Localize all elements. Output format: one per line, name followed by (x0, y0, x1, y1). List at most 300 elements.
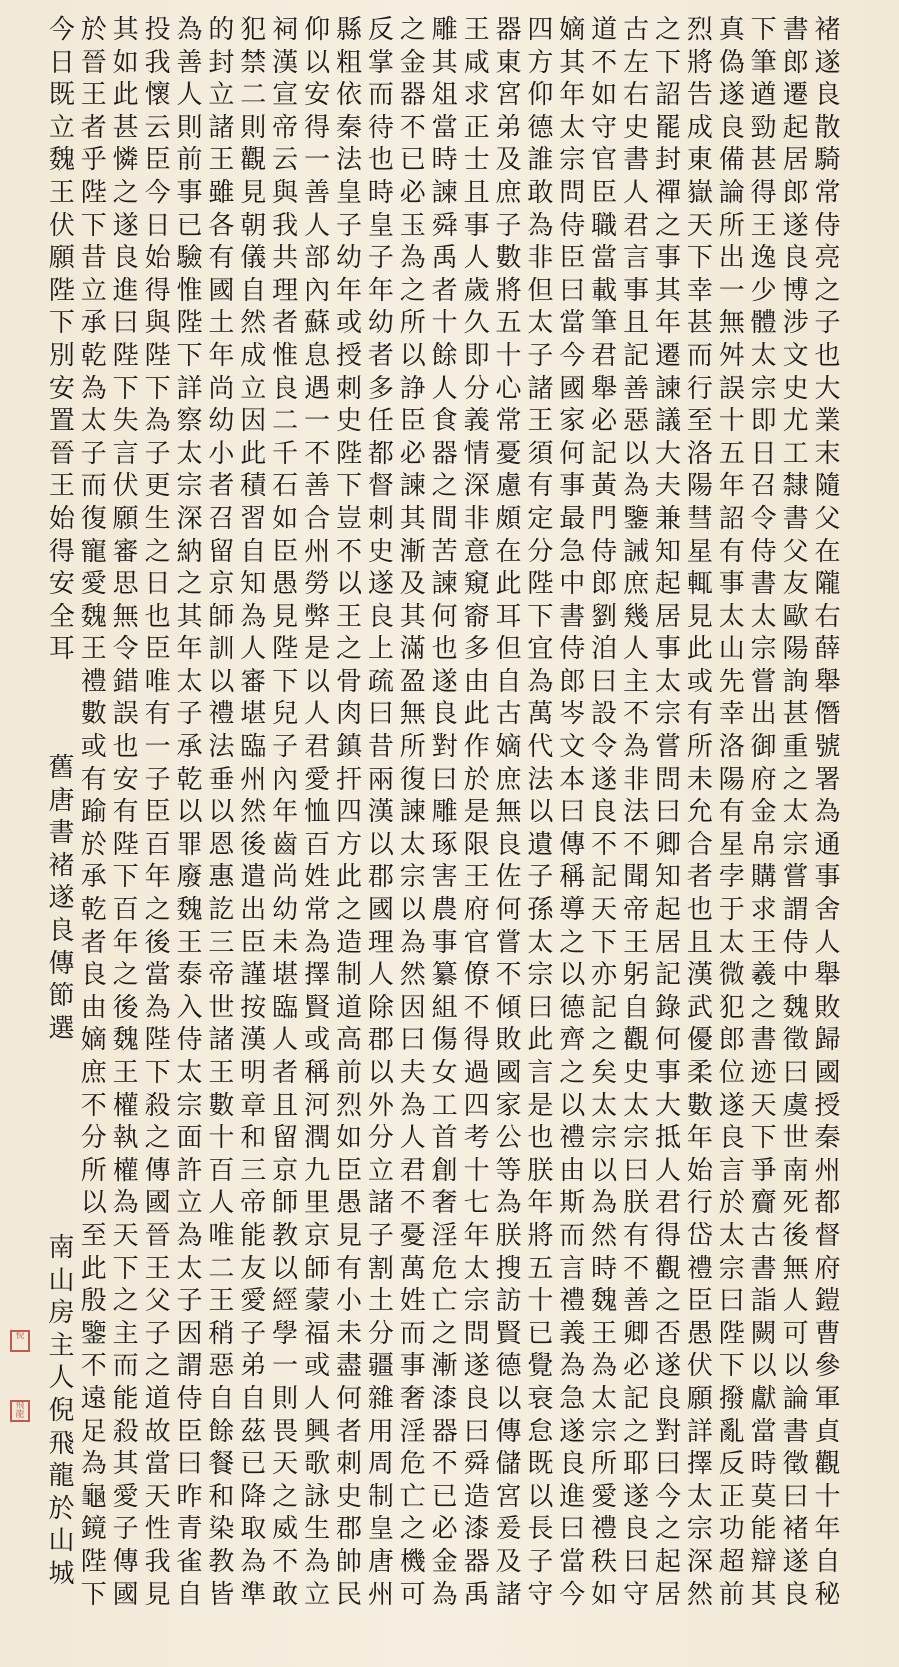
character: 限 (463, 829, 490, 860)
character: 詢 (782, 666, 809, 697)
character: 遂 (814, 47, 841, 78)
character: 有 (208, 243, 235, 274)
character: 太 (176, 1058, 203, 1088)
character: 宗 (654, 699, 681, 730)
character: 曰 (591, 666, 618, 697)
character: 子 (527, 862, 554, 893)
character: 者 (272, 1058, 299, 1088)
character: 前 (335, 1058, 362, 1088)
character: 禮 (80, 666, 107, 697)
character: 日 (144, 569, 171, 600)
character: 為 (591, 1188, 618, 1219)
character: 帝 (240, 1188, 267, 1219)
character: 深 (686, 1546, 713, 1577)
character: 之 (112, 960, 139, 991)
character: 所 (686, 732, 713, 763)
character: 諸 (208, 112, 235, 143)
character: 獻 (750, 1383, 777, 1414)
character: 昔 (367, 732, 394, 763)
character: 書 (750, 1253, 777, 1284)
character: 訖 (208, 895, 235, 926)
character: 以 (399, 340, 426, 371)
character: 陽 (782, 634, 809, 665)
character: 抵 (654, 1123, 681, 1154)
character: 大 (814, 373, 841, 404)
character: 時 (367, 177, 394, 208)
character: 觀 (240, 145, 267, 176)
character: 也 (527, 1123, 554, 1154)
character: 分 (80, 1123, 107, 1154)
character: 下 (718, 1351, 745, 1382)
character: 不 (591, 829, 618, 860)
character: 錯 (112, 666, 139, 697)
character: 幼 (335, 243, 362, 274)
character: 朕 (527, 1155, 554, 1186)
character: 云 (272, 145, 299, 176)
text-column (749, 14, 778, 1611)
character: 已 (176, 210, 203, 241)
character: 分 (367, 1123, 394, 1154)
character: 王 (335, 601, 362, 632)
character: 龍 (48, 1461, 75, 1492)
character: 造 (463, 1481, 490, 1512)
character: 遂 (48, 883, 75, 914)
character: 周 (367, 1449, 394, 1480)
character: 出 (750, 699, 777, 730)
character: 至 (686, 406, 713, 437)
character: 良 (782, 1579, 809, 1610)
character: 秩 (591, 1546, 618, 1577)
character: 子 (176, 1286, 203, 1317)
character: 其 (176, 601, 203, 632)
character: 史 (335, 406, 362, 437)
character: 宗 (176, 471, 203, 502)
character: 諸 (208, 1025, 235, 1056)
character: 願 (112, 503, 139, 534)
character: 與 (144, 308, 171, 339)
character: 以 (623, 438, 650, 469)
character: 以 (782, 1351, 809, 1382)
character: 納 (176, 536, 203, 567)
character: 禹 (431, 243, 458, 274)
character: 一 (272, 1351, 299, 1382)
character: 岑 (559, 699, 586, 730)
character: 公 (495, 1123, 522, 1154)
character: 憂 (399, 1220, 426, 1251)
character: 愛 (304, 764, 331, 795)
character: 宗 (686, 1514, 713, 1545)
character: 五 (495, 308, 522, 339)
character: 百 (304, 829, 331, 860)
character: 庶 (495, 764, 522, 795)
character: 性 (144, 1514, 171, 1545)
character: 君 (654, 1188, 681, 1219)
character: 漢 (686, 960, 713, 991)
character: 郡 (367, 862, 394, 893)
character: 纂 (431, 960, 458, 991)
character: 嫡 (559, 15, 586, 45)
character: 我 (272, 210, 299, 241)
character: 對 (654, 1416, 681, 1447)
character: 士 (463, 145, 490, 176)
text-column (781, 14, 810, 1611)
character: 得 (48, 536, 75, 567)
text-column (175, 14, 204, 1611)
character: 等 (495, 1155, 522, 1186)
character: 業 (814, 406, 841, 437)
character: 非 (463, 503, 490, 534)
character: 兒 (272, 699, 299, 730)
character: 奢 (431, 1188, 458, 1219)
character: 為 (112, 1188, 139, 1219)
character: 正 (718, 1481, 745, 1512)
character: 之 (782, 764, 809, 795)
character: 曰 (176, 1449, 203, 1480)
character: 創 (431, 1155, 458, 1186)
character: 辯 (750, 1546, 777, 1577)
character: 書 (750, 1025, 777, 1056)
character: 三 (208, 927, 235, 958)
character: 首 (431, 1123, 458, 1154)
character: 徵 (782, 1449, 809, 1480)
character: 太 (463, 1253, 490, 1284)
character: 見 (686, 601, 713, 632)
character: 王 (463, 15, 490, 45)
character: 良 (463, 1383, 490, 1414)
character: 帥 (335, 1546, 362, 1577)
character: 事 (654, 1058, 681, 1088)
character: 之 (591, 1025, 618, 1056)
character: 制 (367, 1481, 394, 1512)
character: 謂 (782, 895, 809, 926)
character: 我 (144, 47, 171, 78)
character: 儲 (495, 1449, 522, 1480)
character: 記 (591, 992, 618, 1023)
character: 甚 (112, 112, 139, 143)
character: 云 (144, 112, 171, 143)
character: 日 (750, 438, 777, 469)
character: 定 (527, 503, 554, 534)
character: 經 (272, 1286, 299, 1317)
character: 於 (463, 764, 490, 795)
character: 盡 (335, 1351, 362, 1382)
character: 夫 (399, 1058, 426, 1088)
character: 共 (272, 243, 299, 274)
character: 為 (176, 1220, 203, 1251)
character: 子 (527, 340, 554, 371)
character: 能 (112, 1383, 139, 1414)
character: 間 (431, 503, 458, 534)
character: 其 (112, 1449, 139, 1480)
character: 年 (367, 275, 394, 306)
character: 以 (399, 895, 426, 926)
character: 人 (176, 80, 203, 111)
character: 子 (80, 438, 107, 469)
character: 之 (399, 15, 426, 45)
character: 太 (654, 666, 681, 697)
character: 子 (814, 308, 841, 339)
character: 敢 (527, 177, 554, 208)
character: 令 (591, 732, 618, 763)
character: 臣 (591, 177, 618, 208)
character: 逸 (750, 243, 777, 274)
character: 雖 (208, 177, 235, 208)
character: 齊 (559, 1025, 586, 1056)
character: 願 (48, 243, 75, 274)
character: 為 (399, 927, 426, 958)
character: 金 (750, 797, 777, 828)
character: 宗 (750, 634, 777, 665)
character: 下 (80, 1579, 107, 1610)
character: 守 (527, 1579, 554, 1610)
character: 染 (208, 1514, 235, 1545)
character: 已 (399, 145, 426, 176)
character: 願 (686, 1383, 713, 1414)
character: 末 (814, 438, 841, 469)
character: 置 (48, 406, 75, 437)
character: 立 (367, 1155, 394, 1186)
character: 古 (623, 15, 650, 45)
character: 烈 (686, 15, 713, 45)
character: 諸 (367, 1188, 394, 1219)
character: 衰 (527, 1383, 554, 1414)
character: 意 (463, 536, 490, 567)
character: 得 (750, 177, 777, 208)
character: 侍 (814, 210, 841, 241)
character: 甚 (750, 145, 777, 176)
character: 儀 (240, 243, 267, 274)
character: 主 (112, 1318, 139, 1349)
character: 可 (782, 1318, 809, 1349)
character: 始 (48, 503, 75, 534)
character: 由 (80, 992, 107, 1023)
character: 遒 (750, 80, 777, 111)
character: 居 (654, 1579, 681, 1610)
character: 之 (144, 895, 171, 926)
character: 思 (112, 569, 139, 600)
character: 斯 (559, 1188, 586, 1219)
character: 無 (112, 601, 139, 632)
character: 深 (176, 503, 203, 534)
character: 刺 (335, 373, 362, 404)
text-column (526, 14, 555, 1611)
character: 遷 (782, 80, 809, 111)
character: 太 (559, 112, 586, 143)
character: 隨 (814, 471, 841, 502)
character: 河 (304, 1090, 331, 1121)
character: 曰 (112, 308, 139, 339)
character: 曰 (559, 275, 586, 306)
character: 也 (144, 601, 171, 632)
character: 久 (463, 308, 490, 339)
character: 人 (304, 699, 331, 730)
character: 年 (112, 927, 139, 958)
character: 因 (399, 992, 426, 1023)
character: 已 (240, 1449, 267, 1480)
character: 晉 (48, 438, 75, 469)
character: 散 (814, 112, 841, 143)
character: 陛 (718, 1318, 745, 1349)
character: 惠 (208, 862, 235, 893)
character: 遂 (654, 1351, 681, 1382)
character: 王 (48, 471, 75, 502)
character: 五 (527, 1253, 554, 1284)
character: 昨 (176, 1481, 203, 1512)
character: 人 (304, 210, 331, 241)
character: 降 (240, 1481, 267, 1512)
character: 秦 (814, 1123, 841, 1154)
character: 父 (782, 536, 809, 567)
character: 在 (495, 536, 522, 567)
character: 侍 (782, 927, 809, 958)
character: 漢 (272, 47, 299, 78)
character: 頗 (495, 503, 522, 534)
character: 在 (814, 536, 841, 567)
character: 遂 (112, 210, 139, 241)
character: 觀 (814, 1449, 841, 1480)
character: 督 (814, 1220, 841, 1251)
character: 得 (304, 112, 331, 143)
character: 陛 (144, 1025, 171, 1056)
character: 復 (80, 503, 107, 534)
character: 盈 (399, 666, 426, 697)
character: 為 (495, 1188, 522, 1219)
character: 為 (80, 1449, 107, 1480)
character: 國 (367, 895, 394, 926)
text-column (207, 14, 236, 1611)
character: 求 (463, 80, 490, 111)
character: 州 (240, 764, 267, 795)
character: 德 (527, 112, 554, 143)
character: 唯 (208, 1220, 235, 1251)
character: 曰 (782, 1481, 809, 1512)
character: 言 (112, 438, 139, 469)
character: 起 (654, 895, 681, 926)
character: 闕 (750, 1318, 777, 1349)
character: 百 (208, 1155, 235, 1186)
character: 有 (686, 699, 713, 730)
character: 日 (48, 47, 75, 78)
character: 侍 (559, 634, 586, 665)
character: 部 (304, 243, 331, 274)
character: 農 (431, 895, 458, 926)
character: 金 (399, 47, 426, 78)
character: 外 (367, 1090, 394, 1121)
character: 除 (367, 992, 394, 1023)
character: 自 (240, 1383, 267, 1414)
character: 問 (654, 764, 681, 795)
text-column (590, 14, 619, 1611)
character: 其 (399, 601, 426, 632)
character: 誡 (623, 536, 650, 567)
character: 太 (527, 927, 554, 958)
character: 理 (272, 275, 299, 306)
character: 太 (176, 666, 203, 697)
character: 義 (463, 406, 490, 437)
character: 令 (750, 503, 777, 534)
character: 見 (240, 177, 267, 208)
character: 時 (431, 145, 458, 176)
character: 當 (559, 1546, 586, 1577)
character: 國 (814, 1058, 841, 1088)
character: 起 (654, 1546, 681, 1577)
character: 機 (399, 1546, 426, 1577)
character: 問 (559, 177, 586, 208)
character: 封 (208, 47, 235, 78)
text-column (558, 14, 587, 1611)
character: 義 (559, 1318, 586, 1349)
character: 貞 (814, 1416, 841, 1447)
character: 幸 (686, 275, 713, 306)
character: 既 (48, 80, 75, 111)
character: 有 (623, 1220, 650, 1251)
character: 有 (718, 797, 745, 828)
character: 太 (176, 1253, 203, 1284)
character: 取 (240, 1514, 267, 1545)
character: 子 (367, 243, 394, 274)
character: 居 (654, 601, 681, 632)
character: 疆 (367, 1351, 394, 1382)
character: 乾 (80, 340, 107, 371)
character: 矣 (591, 1058, 618, 1088)
character: 帛 (750, 829, 777, 860)
character: 有 (144, 699, 171, 730)
character: 皆 (208, 1579, 235, 1610)
character: 宗 (623, 1123, 650, 1154)
character: 殺 (112, 1416, 139, 1447)
character: 言 (623, 243, 650, 274)
character: 承 (80, 308, 107, 339)
character: 行 (686, 373, 713, 404)
character: 堪 (240, 699, 267, 730)
character: 舜 (463, 1449, 490, 1480)
character: 器 (431, 438, 458, 469)
character: 南 (782, 1155, 809, 1186)
character: 臣 (399, 406, 426, 437)
character: 良 (591, 797, 618, 828)
character: 宗 (718, 1253, 745, 1284)
character: 告 (686, 80, 713, 111)
character: 陛 (80, 177, 107, 208)
character: 則 (240, 112, 267, 143)
character: 王 (591, 1318, 618, 1349)
character: 分 (367, 1318, 394, 1349)
character: 陛 (527, 569, 554, 600)
character: 代 (527, 732, 554, 763)
character: 之 (623, 1416, 650, 1447)
character: 嫡 (495, 732, 522, 763)
character: 京 (208, 569, 235, 600)
character: 良 (431, 699, 458, 730)
character: 鎧 (814, 1286, 841, 1317)
character: 撥 (718, 1383, 745, 1414)
character: 審 (240, 666, 267, 697)
character: 言 (718, 1155, 745, 1186)
character: 山 (48, 1526, 75, 1557)
character: 弟 (240, 1351, 267, 1382)
character: 書 (782, 503, 809, 534)
character: 史 (782, 373, 809, 404)
character: 幼 (272, 895, 299, 926)
character: 舉 (814, 960, 841, 991)
character: 褚 (814, 15, 841, 45)
character: 里 (304, 1188, 331, 1219)
character: 帝 (272, 112, 299, 143)
character: 史 (623, 112, 650, 143)
character: 以 (208, 797, 235, 828)
character: 或 (335, 308, 362, 339)
character: 安 (112, 764, 139, 795)
